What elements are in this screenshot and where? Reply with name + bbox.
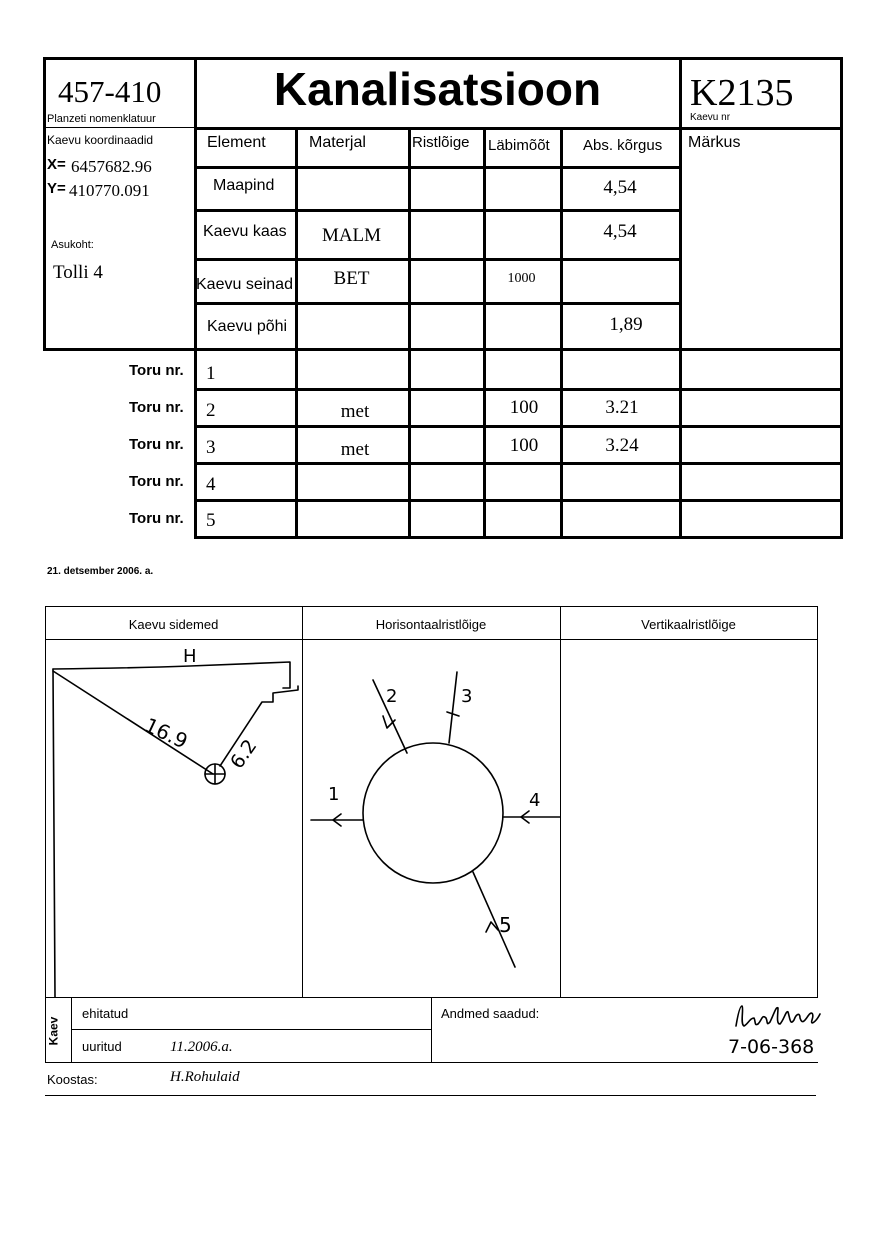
element-name: Kaevu seinad <box>196 276 293 293</box>
data-received-value: 7-06-368 <box>728 1036 815 1058</box>
well-number-value: K2135 <box>690 72 794 114</box>
measured-value: 11.2006.a. <box>170 1039 233 1055</box>
pipe-label-2: 2 <box>386 686 398 707</box>
page-title: Kanalisatsioon <box>273 63 602 115</box>
coordinates-label: Kaevu koordinaadid <box>47 133 154 147</box>
x-coordinate-label: X= <box>47 156 66 173</box>
pipe-abs-height: 3.21 <box>605 397 639 418</box>
well-number-label: Kaevu nr <box>690 112 731 123</box>
element-name: Kaevu põhi <box>207 318 288 335</box>
y-coordinate-label: Y= <box>47 180 66 197</box>
well-circle <box>363 743 503 883</box>
data-received-label: Andmed saadud: <box>441 1006 540 1021</box>
well-side-label: Kaev <box>46 1016 61 1046</box>
column-header-cross-section: Ristlõige <box>412 134 470 151</box>
tie-distance-1-label: 16.9 <box>140 712 192 754</box>
element-name: Kaevu kaas <box>203 223 287 240</box>
pipe-material: met <box>340 401 370 422</box>
compiled-label: Koostas: <box>47 1072 98 1087</box>
element-name: Maapind <box>213 177 275 194</box>
pipe-number: 3 <box>206 437 216 458</box>
compiled-value: H.Rohulaid <box>170 1069 240 1085</box>
pipe-label-3: 3 <box>461 686 473 707</box>
location-value: Tolli 4 <box>53 262 103 283</box>
x-coordinate-value: 6457682.96 <box>71 157 152 176</box>
horizontal-section-sketch <box>303 640 560 997</box>
column-header-material: Materjal <box>309 134 366 151</box>
pipe-number: 1 <box>206 363 216 384</box>
horizontal-section-title: Horisontaalristlõige <box>375 617 487 632</box>
pipe-label-4: 4 <box>529 790 541 811</box>
nomenclature-label: Planzeti nomenklatuur <box>47 113 156 125</box>
element-material: BET <box>333 268 370 289</box>
pipe-label: Toru nr. <box>129 510 184 527</box>
built-label: ehitatud <box>82 1006 129 1021</box>
pipe-number: 2 <box>206 400 216 421</box>
location-label: Asukoht: <box>51 239 94 251</box>
nomenclature-value: 457-410 <box>58 74 162 109</box>
element-material: MALM <box>321 225 382 246</box>
tie-distance-2-label: 6.2 <box>226 735 262 773</box>
column-header-abs-height: Abs. kõrgus <box>583 137 663 154</box>
pipe-material: met <box>340 439 370 460</box>
element-abs-height: 1,89 <box>609 314 643 335</box>
pipe-number: 4 <box>206 474 216 495</box>
ties-title: Kaevu sidemed <box>128 617 219 632</box>
measured-label: uuritud <box>82 1039 122 1054</box>
column-header-remarks: Märkus <box>688 134 741 151</box>
pipe-label: Toru nr. <box>129 362 184 379</box>
element-abs-height: 4,54 <box>603 177 637 198</box>
pipe-label: Toru nr. <box>129 473 184 490</box>
document-date: 21. detsember 2006. a. <box>47 566 154 577</box>
column-header-element: Element <box>207 134 266 151</box>
pipe-label: Toru nr. <box>129 399 184 416</box>
pipe-number: 5 <box>206 510 216 531</box>
pipe-diameter: 100 <box>509 397 539 418</box>
pipe-abs-height: 3.24 <box>605 435 639 456</box>
column-header-diameter: Läbimõõt <box>488 137 550 154</box>
pipe-label-5: 5 <box>499 913 512 937</box>
element-diameter: 1000 <box>507 271 536 286</box>
ties-sketch <box>45 640 302 997</box>
pipe-diameter: 100 <box>509 435 539 456</box>
y-coordinate-value: 410770.091 <box>69 181 150 200</box>
tie-marker-label: H <box>183 646 197 667</box>
vertical-section-title: Vertikaalristlõige <box>641 617 736 632</box>
pipe-label: Toru nr. <box>129 436 184 453</box>
pipe-label-1: 1 <box>328 784 340 805</box>
element-abs-height: 4,54 <box>603 221 637 242</box>
signature <box>728 1000 828 1034</box>
